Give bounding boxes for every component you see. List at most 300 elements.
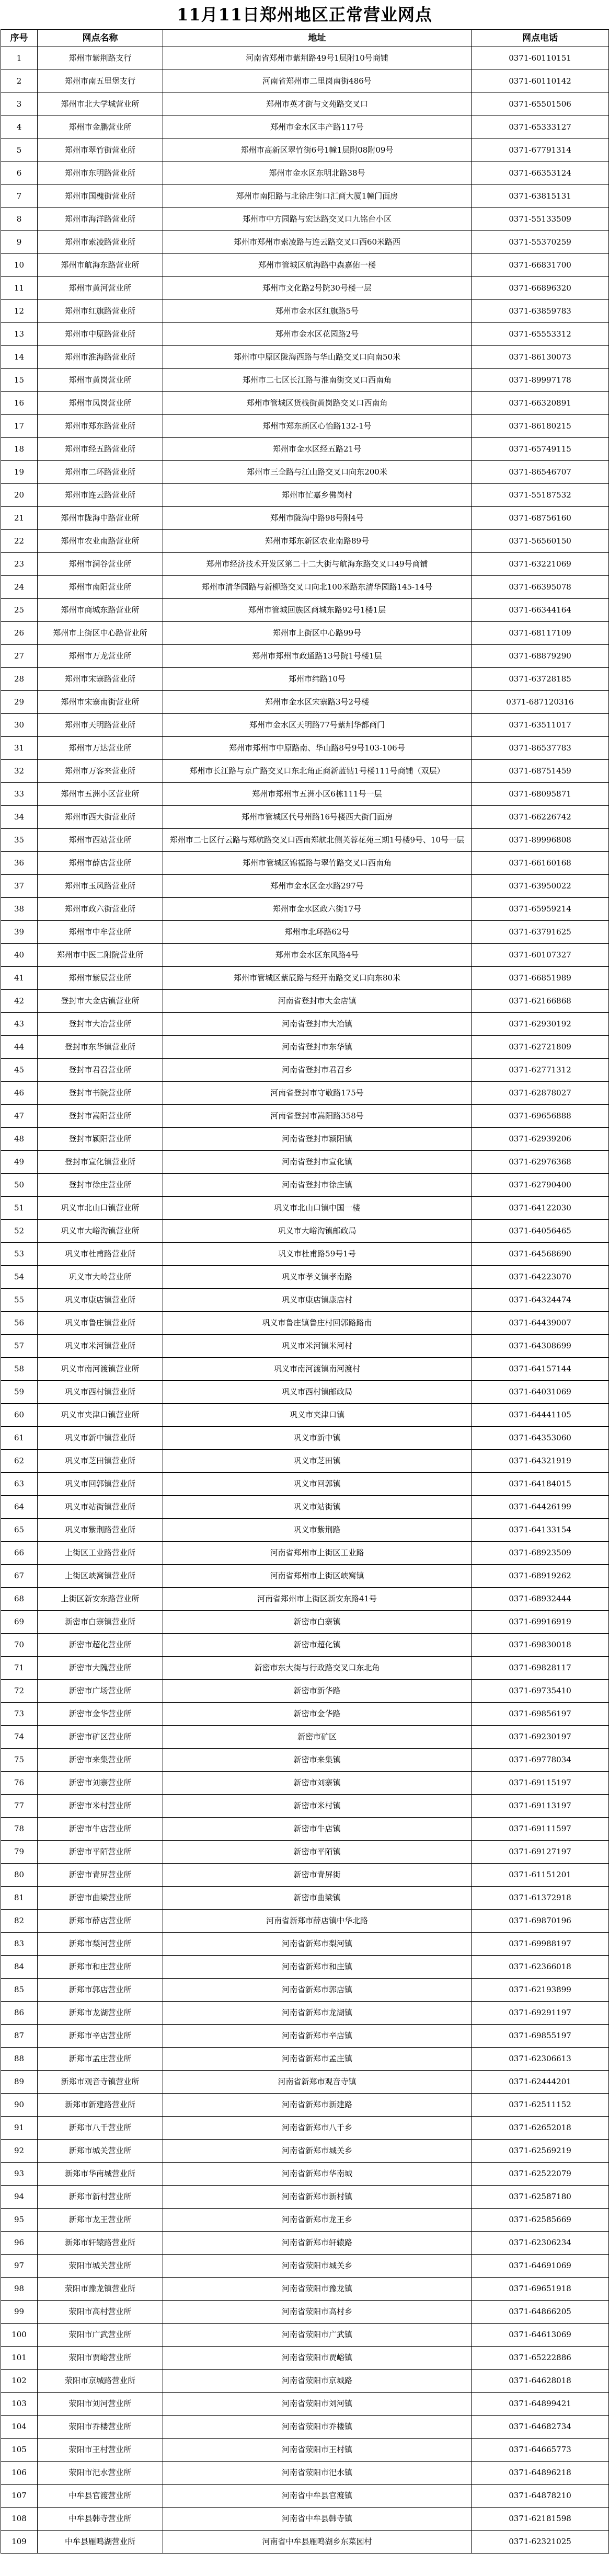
branch-phone: 0371-64691069 bbox=[472, 2255, 609, 2278]
branch-name: 荥阳市贾峪营业所 bbox=[38, 2347, 163, 2370]
branch-name: 郑州市南五里堡支行 bbox=[38, 70, 163, 93]
branch-address: 河南省荥阳市京城路 bbox=[163, 2370, 472, 2393]
branch-name: 新郑市孟庄营业所 bbox=[38, 2048, 163, 2071]
branch-address: 郑州市三全路与江山路交叉口向东200米 bbox=[163, 461, 472, 484]
branch-name: 巩义市康店镇营业所 bbox=[38, 1289, 163, 1312]
row-index: 74 bbox=[1, 1726, 38, 1749]
branch-name: 新密市广场营业所 bbox=[38, 1680, 163, 1703]
row-index: 73 bbox=[1, 1703, 38, 1726]
row-index: 87 bbox=[1, 2025, 38, 2048]
row-index: 2 bbox=[1, 70, 38, 93]
branch-address: 河南省新郑市城关乡 bbox=[163, 2140, 472, 2163]
branch-phone: 0371-66851989 bbox=[472, 967, 609, 990]
branch-phone: 0371-62522079 bbox=[472, 2163, 609, 2186]
table-row bbox=[1, 875, 609, 898]
branch-name: 荥阳市豫龙镇营业所 bbox=[38, 2278, 163, 2301]
branch-name: 郑州市国槐街营业所 bbox=[38, 185, 163, 208]
row-index: 70 bbox=[1, 1634, 38, 1657]
table-row bbox=[1, 760, 609, 783]
branch-address: 新密市超化镇 bbox=[163, 1634, 472, 1657]
table-row bbox=[1, 2163, 609, 2186]
branch-name: 新郑市龙湖营业所 bbox=[38, 2002, 163, 2025]
row-index: 62 bbox=[1, 1450, 38, 1473]
table-row bbox=[1, 1887, 609, 1910]
branch-phone: 0371-66344164 bbox=[472, 599, 609, 622]
branch-name: 郑州市紫荆路支行 bbox=[38, 47, 163, 70]
table-row bbox=[1, 1243, 609, 1266]
table-row bbox=[1, 1335, 609, 1358]
branch-name: 新郑市辛店营业所 bbox=[38, 2025, 163, 2048]
branch-phone: 0371-62166868 bbox=[472, 990, 609, 1013]
branch-phone: 0371-68923509 bbox=[472, 1542, 609, 1565]
branch-address: 河南省新郑市孟庄镇 bbox=[163, 2048, 472, 2071]
row-index: 19 bbox=[1, 461, 38, 484]
branch-address: 郑州市管城区紫辰路与经开南路交叉口向东80米 bbox=[163, 967, 472, 990]
branch-address: 河南省荥阳市贾峪镇 bbox=[163, 2347, 472, 2370]
branch-name: 上街区新安东路营业所 bbox=[38, 1588, 163, 1611]
branch-name: 登封市东华镇营业所 bbox=[38, 1036, 163, 1059]
branch-address: 郑州市南阳路与北徐庄街口汇商大厦1幢门面房 bbox=[163, 185, 472, 208]
branch-name: 新密市平陌营业所 bbox=[38, 1841, 163, 1864]
table-body bbox=[1, 47, 609, 2554]
branch-address: 郑州市管城区锦福路与翠竹路交叉口西南角 bbox=[163, 852, 472, 875]
table-row bbox=[1, 1611, 609, 1634]
row-index: 97 bbox=[1, 2255, 38, 2278]
branch-name: 郑州市海洋路营业所 bbox=[38, 208, 163, 231]
branch-phone: 0371-64896218 bbox=[472, 2462, 609, 2485]
row-index: 103 bbox=[1, 2393, 38, 2416]
branch-phone: 0371-69916919 bbox=[472, 1611, 609, 1634]
branch-name: 新郑市郭店营业所 bbox=[38, 1979, 163, 2002]
row-index: 8 bbox=[1, 208, 38, 231]
row-index: 52 bbox=[1, 1220, 38, 1243]
branch-address: 郑州市金水区天明路77号紫荆华都商门 bbox=[163, 714, 472, 737]
branch-name: 郑州市凤岗营业所 bbox=[38, 392, 163, 415]
branch-phone: 0371-67791314 bbox=[472, 139, 609, 162]
branch-name: 新郑市八千营业所 bbox=[38, 2117, 163, 2140]
branch-phone: 0371-69830018 bbox=[472, 1634, 609, 1657]
branch-phone: 0371-68932444 bbox=[472, 1588, 609, 1611]
branch-address: 郑州市管城区货栈街黄岗路交叉口西南角 bbox=[163, 392, 472, 415]
row-index: 4 bbox=[1, 116, 38, 139]
branch-name: 郑州市紫辰营业所 bbox=[38, 967, 163, 990]
branch-address: 河南省新郑市轩辕路 bbox=[163, 2232, 472, 2255]
branch-phone: 0371-69115197 bbox=[472, 1772, 609, 1795]
branch-phone: 0371-62771312 bbox=[472, 1059, 609, 1082]
branch-address: 巩义市夹津口镇 bbox=[163, 1404, 472, 1427]
branch-address: 河南省荥阳市汜水镇 bbox=[163, 2462, 472, 2485]
branch-name: 巩义市米河镇营业所 bbox=[38, 1335, 163, 1358]
branch-name: 郑州市薛店营业所 bbox=[38, 852, 163, 875]
table-row bbox=[1, 346, 609, 369]
branch-name: 新郑市轩辕路营业所 bbox=[38, 2232, 163, 2255]
table-row bbox=[1, 300, 609, 323]
branch-address: 河南省荥阳市高村乡 bbox=[163, 2301, 472, 2324]
row-index: 95 bbox=[1, 2209, 38, 2232]
branch-phone: 0371-65333127 bbox=[472, 116, 609, 139]
table-row bbox=[1, 2347, 609, 2370]
branch-address: 新密市曲梁镇 bbox=[163, 1887, 472, 1910]
row-index: 12 bbox=[1, 300, 38, 323]
branch-address: 河南省新郑市薛店镇中华北路 bbox=[163, 1910, 472, 1933]
table-row bbox=[1, 116, 609, 139]
branch-name: 郑州市经五路营业所 bbox=[38, 438, 163, 461]
table-row bbox=[1, 1818, 609, 1841]
table-row bbox=[1, 2232, 609, 2255]
branch-name: 荥阳市汜水营业所 bbox=[38, 2462, 163, 2485]
branch-phone: 0371-64878210 bbox=[472, 2485, 609, 2508]
row-index: 18 bbox=[1, 438, 38, 461]
table-row bbox=[1, 208, 609, 231]
branch-name: 登封市大金店镇营业所 bbox=[38, 990, 163, 1013]
branch-address: 巩义市米河镇米河村 bbox=[163, 1335, 472, 1358]
branch-name: 巩义市芝田镇营业所 bbox=[38, 1450, 163, 1473]
branch-name: 郑州市天明路营业所 bbox=[38, 714, 163, 737]
branch-name: 郑州市五洲小区营业所 bbox=[38, 783, 163, 806]
branch-phone: 0371-64441105 bbox=[472, 1404, 609, 1427]
branch-name: 新密市超化营业所 bbox=[38, 1634, 163, 1657]
branch-phone: 0371-69111597 bbox=[472, 1818, 609, 1841]
row-index: 101 bbox=[1, 2347, 38, 2370]
branch-address: 河南省郑州市上街区峡窝镇 bbox=[163, 1565, 472, 1588]
branch-address: 郑州市陇海中路98号附4号 bbox=[163, 507, 472, 530]
branch-phone: 0371-63221069 bbox=[472, 553, 609, 576]
branch-name: 巩义市北山口镇营业所 bbox=[38, 1197, 163, 1220]
header-phone: 网点电话 bbox=[472, 30, 609, 47]
branch-name: 登封市嵩阳营业所 bbox=[38, 1105, 163, 1128]
row-index: 41 bbox=[1, 967, 38, 990]
table-row bbox=[1, 185, 609, 208]
branch-name: 郑州市连云路营业所 bbox=[38, 484, 163, 507]
table-row bbox=[1, 1427, 609, 1450]
row-index: 89 bbox=[1, 2071, 38, 2094]
table-row bbox=[1, 1542, 609, 1565]
row-index: 65 bbox=[1, 1519, 38, 1542]
table-header-row bbox=[1, 30, 609, 47]
branch-address: 郑州市郑州市中原路南、华山路8号9号103-106号 bbox=[163, 737, 472, 760]
branch-phone: 0371-66160168 bbox=[472, 852, 609, 875]
row-index: 28 bbox=[1, 668, 38, 691]
branch-address: 新密市平陌镇 bbox=[163, 1841, 472, 1864]
branch-address: 巩义市新中镇 bbox=[163, 1427, 472, 1450]
row-index: 109 bbox=[1, 2531, 38, 2554]
branch-name: 新密市金华营业所 bbox=[38, 1703, 163, 1726]
branch-address: 河南省中牟县韩寺镇 bbox=[163, 2508, 472, 2531]
row-index: 42 bbox=[1, 990, 38, 1013]
branch-address: 巩义市杜甫路59号1号 bbox=[163, 1243, 472, 1266]
branch-name: 郑州市宋寨路营业所 bbox=[38, 668, 163, 691]
branch-name: 郑州市黄岗营业所 bbox=[38, 369, 163, 392]
row-index: 76 bbox=[1, 1772, 38, 1795]
row-index: 92 bbox=[1, 2140, 38, 2163]
branch-name: 荥阳市乔楼营业所 bbox=[38, 2416, 163, 2439]
branch-phone: 0371-62306613 bbox=[472, 2048, 609, 2071]
branch-name: 中牟县官渡营业所 bbox=[38, 2485, 163, 2508]
branch-phone: 0371-64439007 bbox=[472, 1312, 609, 1335]
table-row bbox=[1, 898, 609, 921]
row-index: 59 bbox=[1, 1381, 38, 1404]
row-index: 5 bbox=[1, 139, 38, 162]
page-title: 11月11日郑州地区正常营业网点 bbox=[176, 5, 433, 25]
branch-name: 新郑市和庄营业所 bbox=[38, 1956, 163, 1979]
branch-address: 河南省新郑市八千乡 bbox=[163, 2117, 472, 2140]
branch-phone: 0371-65749115 bbox=[472, 438, 609, 461]
branch-name: 郑州市二环路营业所 bbox=[38, 461, 163, 484]
branch-phone: 0371-60110151 bbox=[472, 47, 609, 70]
row-index: 3 bbox=[1, 93, 38, 116]
table-row bbox=[1, 1266, 609, 1289]
branch-phone: 0371-62366018 bbox=[472, 1956, 609, 1979]
branch-name: 登封市书院营业所 bbox=[38, 1082, 163, 1105]
branch-table bbox=[1, 29, 609, 2554]
branch-address: 河南省登封市君召乡 bbox=[163, 1059, 472, 1082]
branch-address: 新密市新华路 bbox=[163, 1680, 472, 1703]
table-row bbox=[1, 1128, 609, 1151]
table-row bbox=[1, 1105, 609, 1128]
row-index: 75 bbox=[1, 1749, 38, 1772]
table-row bbox=[1, 622, 609, 645]
branch-name: 郑州市索凌路营业所 bbox=[38, 231, 163, 254]
branch-phone: 0371-65959214 bbox=[472, 898, 609, 921]
branch-address: 郑州市郑东新区心怡路132-1号 bbox=[163, 415, 472, 438]
row-index: 32 bbox=[1, 760, 38, 783]
branch-address: 河南省郑州市上街区工业路 bbox=[163, 1542, 472, 1565]
row-index: 84 bbox=[1, 1956, 38, 1979]
row-index: 24 bbox=[1, 576, 38, 599]
branch-phone: 0371-68117109 bbox=[472, 622, 609, 645]
branch-address: 河南省中牟县雁鸣湖乡东菜园村 bbox=[163, 2531, 472, 2554]
branch-address: 河南省登封市大冶镇 bbox=[163, 1013, 472, 1036]
row-index: 45 bbox=[1, 1059, 38, 1082]
branch-phone: 0371-64568690 bbox=[472, 1243, 609, 1266]
branch-name: 中牟县韩寺营业所 bbox=[38, 2508, 163, 2531]
row-index: 33 bbox=[1, 783, 38, 806]
row-index: 90 bbox=[1, 2094, 38, 2117]
row-index: 67 bbox=[1, 1565, 38, 1588]
branch-name: 新郑市城关营业所 bbox=[38, 2140, 163, 2163]
row-index: 98 bbox=[1, 2278, 38, 2301]
branch-address: 河南省新郑市新村镇 bbox=[163, 2186, 472, 2209]
table-row bbox=[1, 139, 609, 162]
branch-phone: 0371-64899421 bbox=[472, 2393, 609, 2416]
table-row bbox=[1, 277, 609, 300]
branch-name: 郑州市农业南路营业所 bbox=[38, 530, 163, 553]
branch-phone: 0371-62181598 bbox=[472, 2508, 609, 2531]
table-row bbox=[1, 2071, 609, 2094]
branch-phone: 0371-63728185 bbox=[472, 668, 609, 691]
row-index: 27 bbox=[1, 645, 38, 668]
branch-phone: 0371-86546707 bbox=[472, 461, 609, 484]
branch-name: 荥阳市京城路营业所 bbox=[38, 2370, 163, 2393]
branch-phone: 0371-64223070 bbox=[472, 1266, 609, 1289]
branch-phone: 0371-64122030 bbox=[472, 1197, 609, 1220]
table-row bbox=[1, 461, 609, 484]
table-row bbox=[1, 530, 609, 553]
row-index: 49 bbox=[1, 1151, 38, 1174]
row-index: 29 bbox=[1, 691, 38, 714]
table-row bbox=[1, 415, 609, 438]
branch-name: 新密市矿区营业所 bbox=[38, 1726, 163, 1749]
branch-name: 登封市宣化镇营业所 bbox=[38, 1151, 163, 1174]
branch-phone: 0371-63859783 bbox=[472, 300, 609, 323]
row-index: 107 bbox=[1, 2485, 38, 2508]
branch-phone: 0371-62790400 bbox=[472, 1174, 609, 1197]
branch-name: 登封市徐庄营业所 bbox=[38, 1174, 163, 1197]
branch-name: 巩义市站街镇营业所 bbox=[38, 1496, 163, 1519]
branch-name: 上街区工业路营业所 bbox=[38, 1542, 163, 1565]
branch-name: 郑州市红旗路营业所 bbox=[38, 300, 163, 323]
table-row bbox=[1, 714, 609, 737]
branch-name: 新密市牛店营业所 bbox=[38, 1818, 163, 1841]
row-index: 40 bbox=[1, 944, 38, 967]
branch-address: 巩义市大峪沟镇邮政局 bbox=[163, 1220, 472, 1243]
branch-address: 郑州市郑州市索凌路与连云路交叉口西60米路西 bbox=[163, 231, 472, 254]
branch-address: 河南省新郑市龙王乡 bbox=[163, 2209, 472, 2232]
branch-name: 登封市君召营业所 bbox=[38, 1059, 163, 1082]
branch-address: 郑州市金水区东风路4号 bbox=[163, 944, 472, 967]
row-index: 83 bbox=[1, 1933, 38, 1956]
branch-address: 郑州市中原区陇海西路与华山路交叉口向南50米 bbox=[163, 346, 472, 369]
branch-name: 荥阳市广武营业所 bbox=[38, 2324, 163, 2347]
branch-phone: 0371-63791625 bbox=[472, 921, 609, 944]
branch-address: 巩义市回郭镇 bbox=[163, 1473, 472, 1496]
row-index: 35 bbox=[1, 829, 38, 852]
branch-address: 郑州市金水区金水路297号 bbox=[163, 875, 472, 898]
branch-name: 荥阳市刘河营业所 bbox=[38, 2393, 163, 2416]
branch-address: 河南省荥阳市广武镇 bbox=[163, 2324, 472, 2347]
row-index: 77 bbox=[1, 1795, 38, 1818]
branch-name: 新密市曲梁营业所 bbox=[38, 1887, 163, 1910]
table-row bbox=[1, 2094, 609, 2117]
branch-name: 新郑市华南城营业所 bbox=[38, 2163, 163, 2186]
header-index: 序号 bbox=[1, 30, 38, 47]
header-address: 地址 bbox=[163, 30, 472, 47]
row-index: 34 bbox=[1, 806, 38, 829]
table-row bbox=[1, 1197, 609, 1220]
branch-address: 河南省新郑市辛店镇 bbox=[163, 2025, 472, 2048]
branch-phone: 0371-66395078 bbox=[472, 576, 609, 599]
branch-phone: 0371-89997178 bbox=[472, 369, 609, 392]
row-index: 36 bbox=[1, 852, 38, 875]
table-row bbox=[1, 438, 609, 461]
branch-address: 新密市来集镇 bbox=[163, 1749, 472, 1772]
branch-name: 郑州市玉凤路营业所 bbox=[38, 875, 163, 898]
branch-phone: 0371-69113197 bbox=[472, 1795, 609, 1818]
branch-address: 郑州市清华园路与新柳路交叉口向北100米路东清华园路145-14号 bbox=[163, 576, 472, 599]
branch-phone: 0371-68756160 bbox=[472, 507, 609, 530]
branch-phone: 0371-66320891 bbox=[472, 392, 609, 415]
table-row bbox=[1, 1749, 609, 1772]
branch-phone: 0371-63815131 bbox=[472, 185, 609, 208]
branch-phone: 0371-62721809 bbox=[472, 1036, 609, 1059]
branch-phone: 0371-62444201 bbox=[472, 2071, 609, 2094]
branch-address: 郑州市管城区代号州路16号楼西大街门面房 bbox=[163, 806, 472, 829]
table-row bbox=[1, 162, 609, 185]
row-index: 39 bbox=[1, 921, 38, 944]
branch-name: 郑州市澜谷营业所 bbox=[38, 553, 163, 576]
table-row bbox=[1, 1036, 609, 1059]
branch-address: 河南省郑州市紫荆路49号1层附10号商铺 bbox=[163, 47, 472, 70]
branch-phone: 0371-69291197 bbox=[472, 2002, 609, 2025]
table-row bbox=[1, 1059, 609, 1082]
branch-name: 郑州市陇海中路营业所 bbox=[38, 507, 163, 530]
branch-address: 郑州市管城回族区商城东路92号1楼1层 bbox=[163, 599, 472, 622]
table-row bbox=[1, 323, 609, 346]
branch-name: 巩义市大岭营业所 bbox=[38, 1266, 163, 1289]
branch-address: 新密市金华路 bbox=[163, 1703, 472, 1726]
branch-phone: 0371-69127197 bbox=[472, 1841, 609, 1864]
row-index: 63 bbox=[1, 1473, 38, 1496]
table-row bbox=[1, 1013, 609, 1036]
row-index: 22 bbox=[1, 530, 38, 553]
branch-name: 郑州市翠竹街营业所 bbox=[38, 139, 163, 162]
row-index: 108 bbox=[1, 2508, 38, 2531]
branch-phone: 0371-60110142 bbox=[472, 70, 609, 93]
branch-phone: 0371-62930192 bbox=[472, 1013, 609, 1036]
table-row bbox=[1, 2025, 609, 2048]
row-index: 69 bbox=[1, 1611, 38, 1634]
branch-address: 河南省荥阳市刘河镇 bbox=[163, 2393, 472, 2416]
table-row bbox=[1, 1956, 609, 1979]
branch-phone: 0371-64866205 bbox=[472, 2301, 609, 2324]
branch-address: 河南省新郑市和庄镇 bbox=[163, 1956, 472, 1979]
row-index: 44 bbox=[1, 1036, 38, 1059]
table-row bbox=[1, 1082, 609, 1105]
branch-name: 郑州市郑东路营业所 bbox=[38, 415, 163, 438]
table-row bbox=[1, 553, 609, 576]
branch-name: 巩义市鲁庄镇营业所 bbox=[38, 1312, 163, 1335]
branch-name: 巩义市杜甫路营业所 bbox=[38, 1243, 163, 1266]
row-index: 106 bbox=[1, 2462, 38, 2485]
branch-address: 郑州市经济技术开发区第二十二大街与航海东路交叉口49号商铺 bbox=[163, 553, 472, 576]
row-index: 94 bbox=[1, 2186, 38, 2209]
row-index: 15 bbox=[1, 369, 38, 392]
branch-phone: 0371-56560150 bbox=[472, 530, 609, 553]
branch-phone: 0371-687120316 bbox=[472, 691, 609, 714]
table-row bbox=[1, 2301, 609, 2324]
table-row bbox=[1, 1496, 609, 1519]
row-index: 10 bbox=[1, 254, 38, 277]
row-index: 64 bbox=[1, 1496, 38, 1519]
branch-address: 郑州市文化路2号院30号楼一层 bbox=[163, 277, 472, 300]
table-row bbox=[1, 1151, 609, 1174]
branch-address: 河南省新郑市华南城 bbox=[163, 2163, 472, 2186]
branch-name: 登封市大冶营业所 bbox=[38, 1013, 163, 1036]
table-row bbox=[1, 2508, 609, 2531]
table-row bbox=[1, 645, 609, 668]
branch-name: 郑州市金鹏营业所 bbox=[38, 116, 163, 139]
row-index: 23 bbox=[1, 553, 38, 576]
branch-name: 新郑市新建路营业所 bbox=[38, 2094, 163, 2117]
row-index: 100 bbox=[1, 2324, 38, 2347]
branch-address: 郑州市金水区政六街17号 bbox=[163, 898, 472, 921]
branch-address: 巩义市北山口镇中国一楼 bbox=[163, 1197, 472, 1220]
row-index: 13 bbox=[1, 323, 38, 346]
branch-phone: 0371-60107327 bbox=[472, 944, 609, 967]
branch-name: 荥阳市高村营业所 bbox=[38, 2301, 163, 2324]
branch-phone: 0371-64184015 bbox=[472, 1473, 609, 1496]
branch-address: 郑州市中方园路与宏达路交叉口九铭台小区 bbox=[163, 208, 472, 231]
branch-name: 新郑市梨河营业所 bbox=[38, 1933, 163, 1956]
row-index: 71 bbox=[1, 1657, 38, 1680]
branch-name: 登封市颍阳营业所 bbox=[38, 1128, 163, 1151]
branch-phone: 0371-66831700 bbox=[472, 254, 609, 277]
branch-address: 巩义市康店镇康店村 bbox=[163, 1289, 472, 1312]
row-index: 60 bbox=[1, 1404, 38, 1427]
branch-name: 郑州市中牟营业所 bbox=[38, 921, 163, 944]
row-index: 54 bbox=[1, 1266, 38, 1289]
row-index: 30 bbox=[1, 714, 38, 737]
